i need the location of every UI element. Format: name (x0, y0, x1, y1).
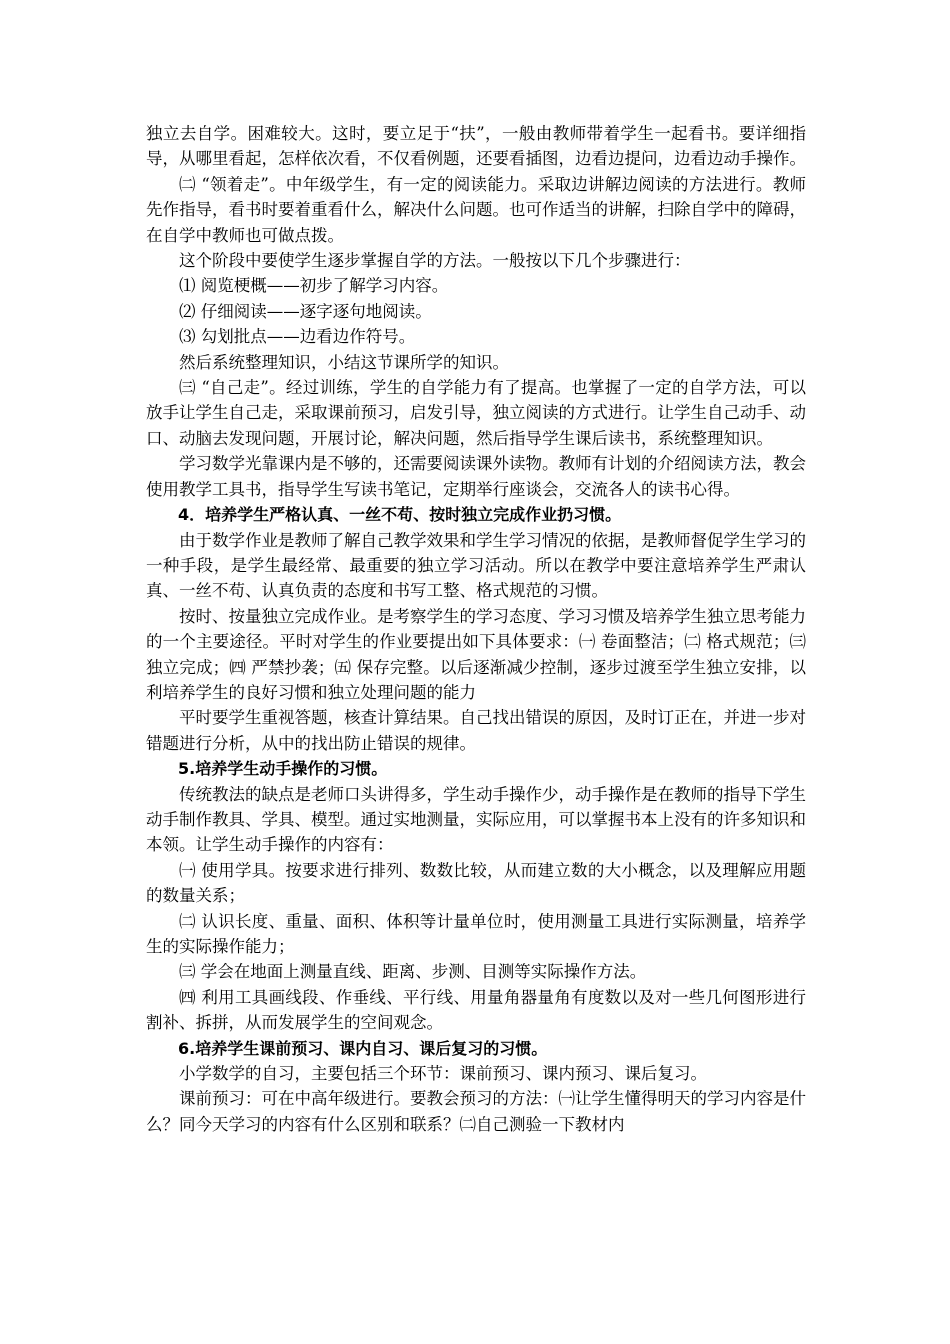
paragraph-steps-intro: 这个阶段中要使学生逐步掌握自学的方法。一般按以下几个步骤进行： (179, 251, 691, 271)
list-item-step-1: ⑴ 阅览梗概——初步了解学习内容。 (179, 276, 449, 296)
paragraph-summary: 然后系统整理知识，小结这节课所学的知识。 (179, 352, 509, 372)
list-item-step-3: ⑶ 勾划批点——边看边作符号。 (179, 327, 416, 347)
list-item-hands-on-1: ㈠ 使用学具。按要求进行排列、数数比较，从而建立数的大小概念，以及理解应用题的数量关系； (146, 860, 806, 906)
document-body (146, 121, 806, 1137)
list-item-hands-on-2: ㈡ 认识长度、重量、面积、体积等计量单位时，使用测量工具进行实际测量，培养学生的实际操作能力； (146, 911, 806, 956)
section-heading-4: 4．培养学生严格认真、一丝不苟、按时独立完成作业扔习惯。 (178, 505, 622, 525)
list-item-hands-on-4: ㈣ 利用工具画线段、作垂线、平行线、用量角器量角有度数以及对一些几何图形进行割补、拆拼，从而发展学生的空间观念。 (146, 987, 806, 1033)
paragraph-lead-walk: ㈡ “领着走”。中年级学生，有一定的阅读能力。采取边讲解边阅读的方法进行。教师先作指导，看书时要着重看什么，解决什么问题。也可作适当的讲解，扫除自学中的障碍，在自学中教师也可做点拨。 (146, 174, 806, 245)
paragraph-three-stages: 小学数学的自习，主要包括三个环节：课前预习、课内预习、课后复习。 (179, 1064, 707, 1084)
list-item-step-2: ⑵ 仔细阅读——逐字逐句地阅读。 (179, 301, 432, 321)
paragraph-homework-requirements: 按时、按量独立完成作业。是考察学生的学习态度、学习习惯及培养学生独立思考能力的一个主要途径。平时对学生的作业要提出如下具体要求：㈠ 卷面整洁；㈡ 格式规范；㈢ 独立完成；㈣ 严禁抄袭；㈤ 保存完整。以后逐渐减少控制，逐步过渡至学生独立安排，以利培养学生的良好习惯和独立处理问题的能力 (146, 606, 806, 702)
paragraph-extracurricular-reading: 学习数学光靠课内是不够的，还需要阅读课外读物。教师有计划的介绍阅读方法，教会使用教学工具书，指导学生写读书笔记，定期举行座谈会，交流各人的读书心得。 (146, 454, 806, 499)
paragraph-self-walk: ㈢ “自己走”。经过训练，学生的自学能力有了提高。也掌握了一定的自学方法，可以放手让学生自己走，采取课前预习，启发引导，独立阅读的方式进行。让学生自己动手、动口、动脑去发现问题，开展讨论，解决问题，然后指导学生课后读书，系统整理知识。 (146, 378, 806, 448)
section-heading-6: 6.培养学生课前预习、课内自习、课后复习的习惯。 (178, 1038, 548, 1058)
paragraph-homework-basis: 由于数学作业是教师了解自己教学效果和学生学习情况的依据，是教师督促学生学习的一种手段，是学生最经常、最重要的独立学习活动。所以在教学中要注意培养学生严肃认真、一丝不苟、认真负责的态度和书写工整、格式规范的习惯。 (146, 530, 806, 601)
paragraph-preview: 课前预习：可在中高年级进行。要教会预习的方法：㈠让学生懂得明天的学习内容是什么？同今天学习的内容有什么区别和联系？㈡自己测验一下教材内 (146, 1089, 806, 1134)
paragraph-hands-on-intro: 传统教法的缺点是老师口头讲得多，学生动手操作少，动手操作是在教师的指导下学生动手制作教具、学具、模型。通过实地测量，实际应用，可以掌握书本上没有的许多知识和本领。让学生动手操作的内容有： (146, 784, 806, 855)
section-heading-5: 5.培养学生动手操作的习惯。 (178, 759, 388, 779)
paragraph-check-answers: 平时要学生重视答题，核查计算结果。自己找出错误的原因，及时订正在，并进一步对错题进行分析，从中的找出防止错误的规律。 (146, 708, 806, 753)
list-item-hands-on-3: ㈢ 学会在地面上测量直线、距离、步测、目测等实际操作方法。 (179, 962, 647, 982)
paragraph-self-study-support: 独立去自学。困难较大。这时，要立足于“扶”，一般由教师带着学生一起看书。要详细指导，从哪里看起，怎样依次看，不仅看例题，还要看插图，边看边提问，边看边动手操作。 (146, 124, 806, 169)
